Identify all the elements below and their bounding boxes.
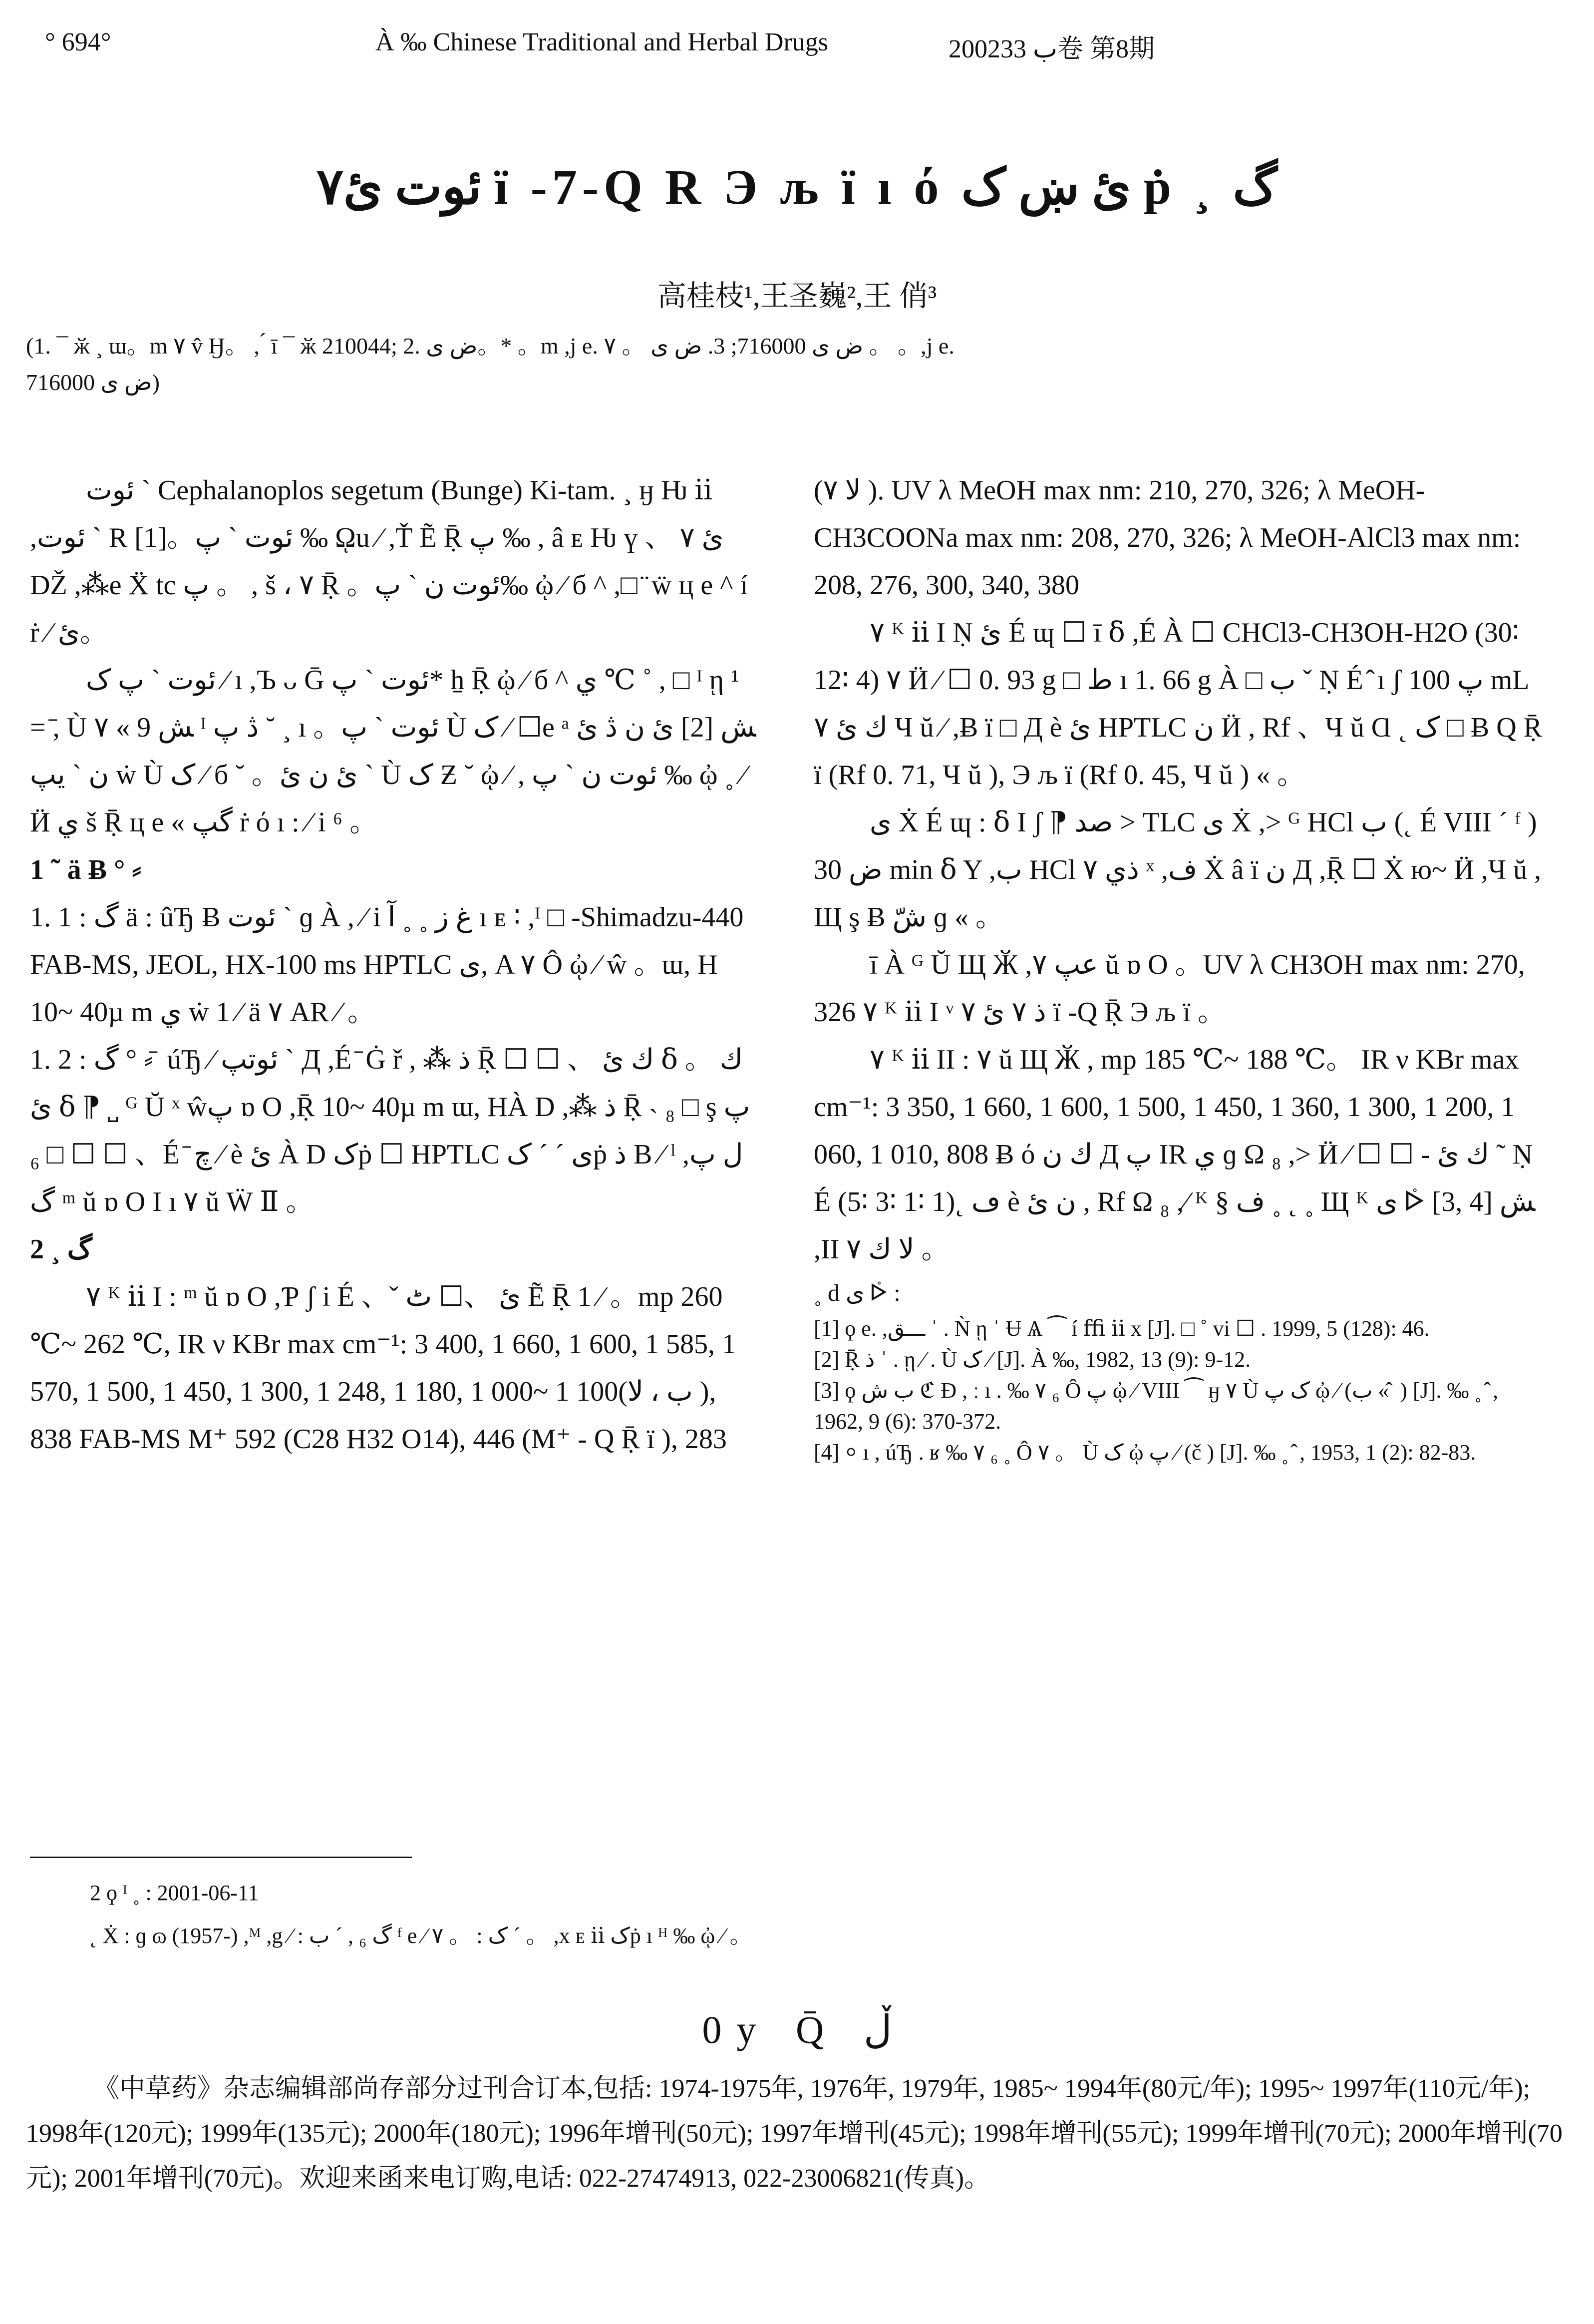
body-paragraph: ۷ ᴷ ⅱ I : ᵐ ŭ ɒ O ,Ƥ ʃ i É 、ˇ ئ 、☐ ٹ Ẽ Ṝ 1 ⁄ 。mp 260 ℃~ 262 ℃, IR ν KBr max cm⁻¹: 3 400, 1 660, 1 600, 1 585, 1 570, 1 500, 1 450, 1 300, 1 248, 1 180, 1 000~ 1 100(ب ، لا ), 838 FAB-MS M⁺ 592 (C28 H32 O14), 446 (M⁺ - Q Ṝ ï ), 283 — [30, 1281, 736, 1455]
body-paragraph: 1. 2 : گ ° ⸗ ̄ úЂ ⁄ ئوتپ ` Д ,É ̄ Ġ ř , ⁂ ذ Ṝ ☐ ☐ 、 ك ئ ẟ 。 ك ئ ẟ ⁋ ˽ ᴳ Ŭ ˣ ŵپ ɒ O ,Ṝ 10~ 40µ m ɯ, HÀ D ,⁂ ذ Ṝ ˴ ₈ □ ş پ □ ₆ ☐ ☐ 、É ̄ چ ⁄ è ئ À D کṗ ☐ HPTLC ی ˊ ˊ کṗ ذ B ⁄ ˡ ل پ, گ ᵐ ŭ ɒ O I ı ۷ ŭ Ẅ Ⅱ 。 — [30, 1044, 750, 1217]
body-paragraph: ئوت ` Cephalanoplos segetum (Bunge) Ki-tam. ¸ ӈ Ƕ ⅱ ,ئوت ` R [1]。ئوت ` پ ‰ ῼu ⁄ ,Ť Ẽ Ṝ پ ‰ , â ᴇ Ƕ ү 、 ۷ ئ Ǆ ,⁂e Ẍ tc پ 。 , š ، ۷ Ṝ 。ئوت ن ` پ‰ ᾠ ⁄ б ^ ,□ ̈ ẅ ц e ^ í ṙ ⁄ ئ。 — [30, 475, 748, 648]
journal-name: À ‰ Chinese Traditional and Herbal Drugs — [375, 28, 829, 56]
article-authors: 高桂枝¹,王圣巍²,王 俏³ — [657, 280, 937, 312]
body-paragraph: ۷ ᴷ ⅱ I Ṇ ئ É ɰ ☐ ī ẟ ,É À ☐ CHCl3-CH3OH-H2O (30∶ 12∶ 4) ۷ Ӥ ⁄ ☐ 0. 93 g □ ط ı 1. 66 g À □ ب ˇ Ṇ É ̂ ı ʃ پ 100 mL ك ئ ۷ Ч ŭ ⁄ ,Ƀ ï □ Д è ئ HPTLC ن Ӥ , Rf 、Ч ŭ Ɑ ˛ ک □ Ƀ Q Ṝ ï (Rf 0. 71, Ч ŭ ), Э љ ï (Rf 0. 45, Ч ŭ ) « 。 — [814, 617, 1543, 790]
right-column — [814, 467, 1545, 1468]
reference-item: [1] ϙ e. ,ـــق ˈ . Ǹ ῃ ˈ Ʉ Ѧ ⁀ í ﬃ ⅱ x [J]. □ ˚ vi ☐ . 1999, 5 (128): 46. — [814, 1316, 1430, 1341]
issue-info: 2002ب 33卷 第8期 — [949, 35, 1155, 63]
left-column — [30, 467, 761, 1463]
notice-paragraph: 《中草药》杂志编辑部尚存部分过刊合订本,包括: 1974-1975年, 1976年, 1979年, 1985~ 1994年(80元/年); 1995~ 1997年(110元/年); 1998年(120元); 1999年(135元); 2000年(180元); 1996年增刊(50元); 1997年增刊(45元); 1998年增刊(55元); 1999年增刊(70元); 2000年增刊(70元); 2001年增刊(70元)。欢迎来函来电订购,电话: 022-27474913, 022-23006821(传真)。 — [26, 2074, 1563, 2193]
footnote-rule — [30, 1857, 412, 1858]
page-number: ° 694° — [45, 28, 111, 56]
article-title: ئوت ئ۷ ï -7-Q R Э љ ï ı ό ئ ښ ک ṗ ¸ گ — [317, 159, 1277, 215]
notice-body — [26, 2066, 1569, 2201]
footnote-received: 2 ϙ ᴵ ˳ : 2001-06-11 — [90, 1881, 259, 1905]
body-paragraph: 1. 1 : گ ä : ûЂ Ƀ ئوت ` ɡ À , ⁄ i غ ز ˳ ˳ آ ı ᴇ ∶ ,ᴵ □ -Shimadzu-440 FAB-MS, JEOL, HX-100 ms HPTLC ی, A ۷ Ô ᾠ ⁄ ŵ 。ɯ, H 10~ 40µ m ي ẇ 1 ⁄ ä ۷ AR ⁄ 。 — [30, 902, 744, 1028]
body-paragraph: ۷ ᴷ ⅱ II : ۷ ŭ Щ Ӂ , mp 185 ℃~ 188 ℃。 IR ν KBr max cm⁻¹: 3 350, 1 660, 1 600, 1 500, 1 450, 1 360, 1 300, 1 200, 1 060, 1 010, 808 Ƀ ό ك ن Д پ IR ي ɡ Ω ₈ ,> Ӥ ⁄ ☐ ☐ - ك ئ ˜ Ṇ É (5∶ 3∶ 1∶ 1)˛ ڡ è ن ئ , Rf Ω ₈ ,⁄ ᴷ § ف ˳ ˛ ˳ Щ ᴷ ی ᢰ [3, 4] ﺶ ,II ۷ لا ك 。 — [814, 1044, 1536, 1265]
affiliation-line: ض ی 716000) — [26, 370, 160, 395]
body-paragraph: ī À ᴳ Ŭ Щ Ӂ ,عپ ۷ ŭ ɒ O 。UV λ CH3OH max nm: 270, 326 ۷ ᴷ ⅱ I ᵛ ذ ۷ ئ ۷ ï -Q Ṝ Э љ ï 。 — [814, 949, 1525, 1028]
reference-item: [2] Ṝ ذ ˈ . ῃ ⁄ . Ù ک ⁄ [J]. À ‰, 1982, 13 (9): 9-12. — [814, 1347, 1251, 1372]
body-paragraph: (۷ لا ). UV λ MeOH max nm: 210, 270, 326; λ MeOH-CH3COONa max nm: 208, 270, 326; λ MeOH-AlCl3 max nm: 208, 276, 300, 340, 380 — [814, 475, 1521, 601]
body-paragraph: ئوت ` پ ک ⁄ ı ,Ъ ᴗ Ḡ ئوت ` پ* ẖ Ṝ ᾠ ⁄ б ^ ي ℃ ˚ , □ ᴵ ῃ ¹ = ̄, Ù ۷ « ﺶ 9 ᴵ ڎ پ ˘ ¸ ı 。ئوت ` پ Ù ک ⁄ ☐e ᵃ ﺶ [2] ئ ن ڎ ئ ن ` يپ ẇ Ù ک ⁄ б ˘ 。ئ ن ئ ` Ù ک Ƶ ˘ ᾠ ⁄ , ئوت ن ` پ ‰ ᾠ ˳ ⁄ Ӥ ي š Ṝ ц e « گپ ṙ ό ı : ⁄ i ⁶ 。 — [30, 665, 756, 838]
affiliation-line: (1. ¯ ӂ ¸ ɯ。m ۷ v̂ Ӈ。 , ́ ī ¯ ӂ 210044; 2. ض ی。* 。m ,j e. ض ی 716000; 3. ض ی 。 ۷ 。 。,j e. — [26, 333, 955, 359]
section-heading: 2 ¸ گ — [30, 1234, 92, 1265]
footnote-author-bio: ˛ Ẋ : ɡ ɷ (1957-) ,ᴹ ,g ⁄ : گ ₆ , ˊ ب ᶠ e ⁄ ۷ 。 : ک ˊ 。 ,x ᴇ ⅱ کṗ ı ᴴ ‰ ᾠ ⁄ 。 — [90, 1924, 752, 1948]
notice-title: 0y Q̄ ڵ — [702, 2008, 892, 2051]
reference-item: [3] ϙ ب ش ℭ Ɖ , ː ı . ‰ ۷ ₆ Ô پ ᾠ ⁄ VIII ⁀ ӈ ۷ Ù ک پ ᾠ ⁄ (ب « ̂ ) [J]. ‰ ˳ ̂ , 1962, 9 (6): 370-372. — [814, 1378, 1499, 1434]
section-heading: 1 ˜ ä Ƀ ° ⸗ — [30, 854, 142, 885]
references-heading: ˳ d ی ᢰ : — [814, 1280, 901, 1306]
body-paragraph: ی Ẋ É ɰ : ẟ I ʃ ⁋ صد > TLC ی Ẋ ,> ᴳ HCl ب (˛ É VIII ˊ ᶠ ) ض 30 min ẟ Y ,ب HCl ۷ ذي ˣ ,ف Ẋ â ï ن Д ,Ṝ ☐ Ẋ ю~ Ӥ ,Ч ŭ , Щ ş Ƀ شّ ɡ « 。 — [814, 807, 1542, 933]
reference-item: [4] ⸰ ı , úЂ . ʁ ‰ ۷ ₆ ˳ Ô ۷ 。 Ù ک ᾠ پ ⁄ (č ) [J]. ‰ ˳ ̂ , 1953, 1 (2): 82-83. — [814, 1440, 1476, 1465]
